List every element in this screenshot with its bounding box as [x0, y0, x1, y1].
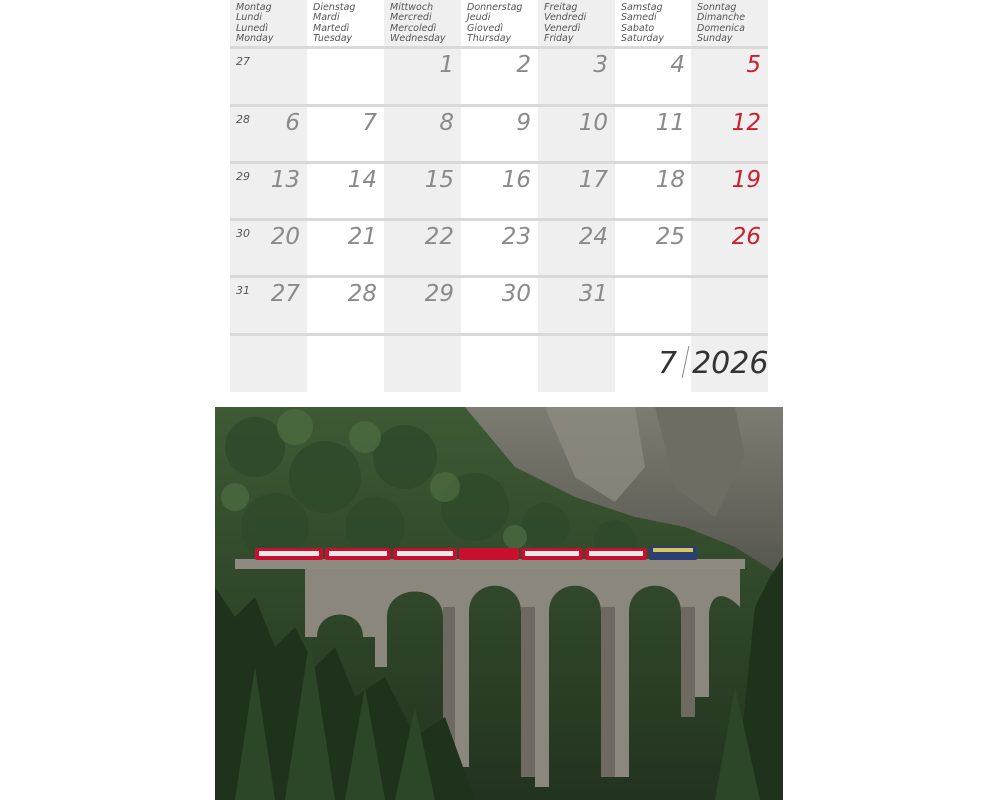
day-date: 21 — [347, 224, 377, 250]
day-date: 22 — [424, 224, 454, 250]
weekday-name-it: Lunedì — [236, 22, 268, 34]
week-number: 31 — [236, 284, 250, 297]
day-date: 15 — [424, 167, 454, 193]
weekday-name-fr: Vendredi — [544, 12, 587, 24]
weekday-name-fr: Jeudi — [467, 12, 491, 24]
weekday-name-it: Venerdì — [544, 22, 581, 34]
day-date: 2 — [516, 52, 531, 78]
day-date: 6 — [285, 110, 300, 136]
day-date: 13 — [270, 167, 300, 193]
day-date: 29 — [424, 281, 454, 307]
weekday-name-de: Montag — [236, 2, 272, 13]
day-date: 31 — [578, 281, 608, 307]
weekday-name-en: Thursday — [467, 32, 512, 44]
day-date: 10 — [578, 110, 608, 136]
weekday-name-de: Freitag — [544, 2, 578, 13]
weekday-name-fr: Dimanche — [697, 12, 746, 24]
sunday-date: 12 — [731, 110, 761, 136]
train — [255, 546, 697, 560]
landwasser-viaduct-photo — [215, 407, 783, 800]
day-date: 7 — [362, 110, 377, 136]
week-number: 30 — [236, 227, 250, 240]
weekday-header — [615, 3, 690, 47]
weekday-name-en: Saturday — [621, 32, 664, 44]
weekday-name-en: Friday — [544, 32, 574, 44]
weekday-header — [461, 3, 536, 47]
day-date: 1 — [439, 52, 454, 78]
day-date: 27 — [270, 281, 300, 307]
day-date: 28 — [347, 281, 377, 307]
weekday-name-it: Giovedì — [467, 22, 503, 34]
day-date: 25 — [655, 224, 685, 250]
row-divider — [230, 104, 768, 107]
day-date: 24 — [578, 224, 608, 250]
day-date: 18 — [655, 167, 685, 193]
row-divider — [230, 218, 768, 221]
week-number: 29 — [236, 170, 250, 183]
day-date: 17 — [578, 167, 608, 193]
day-date: 20 — [270, 224, 300, 250]
row-divider — [230, 333, 768, 336]
weekday-name-de: Samstag — [621, 2, 663, 13]
separator — [682, 346, 690, 378]
sunday-date: 5 — [746, 52, 761, 78]
week-number: 27 — [236, 55, 250, 68]
weekday-name-de: Sonntag — [697, 2, 737, 13]
year-number: 2026 — [692, 346, 769, 381]
weekday-name-it: Mercoledì — [390, 22, 437, 34]
day-date: 4 — [670, 52, 685, 78]
weekday-name-en: Monday — [236, 32, 274, 44]
weekday-header — [691, 3, 766, 47]
day-date: 8 — [439, 110, 454, 136]
weekday-name-de: Dienstag — [313, 2, 356, 13]
week-number: 28 — [236, 113, 250, 126]
day-date: 9 — [516, 110, 531, 136]
day-date: 30 — [501, 281, 531, 307]
weekday-name-fr: Mercredi — [390, 12, 432, 24]
weekday-name-fr: Lundi — [236, 12, 263, 24]
weekday-header — [230, 3, 305, 47]
weekday-header — [384, 3, 459, 47]
weekday-name-it: Domenica — [697, 22, 745, 34]
weekday-name-it: Martedì — [313, 22, 350, 34]
weekday-name-de: Donnerstag — [467, 2, 523, 13]
weekday-name-fr: Samedi — [621, 12, 657, 24]
calendar-grid — [230, 0, 768, 392]
sunday-date: 19 — [731, 167, 761, 193]
day-date: 3 — [593, 52, 608, 78]
row-divider — [230, 161, 768, 164]
weekday-name-de: Mittwoch — [390, 2, 434, 13]
month-year-label — [658, 346, 769, 381]
weekday-name-en: Sunday — [697, 32, 733, 44]
weekday-name-en: Wednesday — [390, 32, 446, 44]
day-date: 14 — [347, 167, 377, 193]
month-number: 7 — [658, 346, 678, 381]
weekday-name-en: Tuesday — [313, 32, 353, 44]
weekday-name-it: Sabato — [621, 22, 655, 34]
sunday-date: 26 — [731, 224, 761, 250]
weekday-header — [538, 3, 613, 47]
row-divider — [230, 275, 768, 278]
weekday-header — [307, 3, 382, 47]
day-date: 23 — [501, 224, 531, 250]
row-divider — [230, 46, 768, 49]
day-date: 11 — [655, 110, 685, 136]
day-date: 16 — [501, 167, 531, 193]
weekday-name-fr: Mardi — [313, 12, 340, 24]
